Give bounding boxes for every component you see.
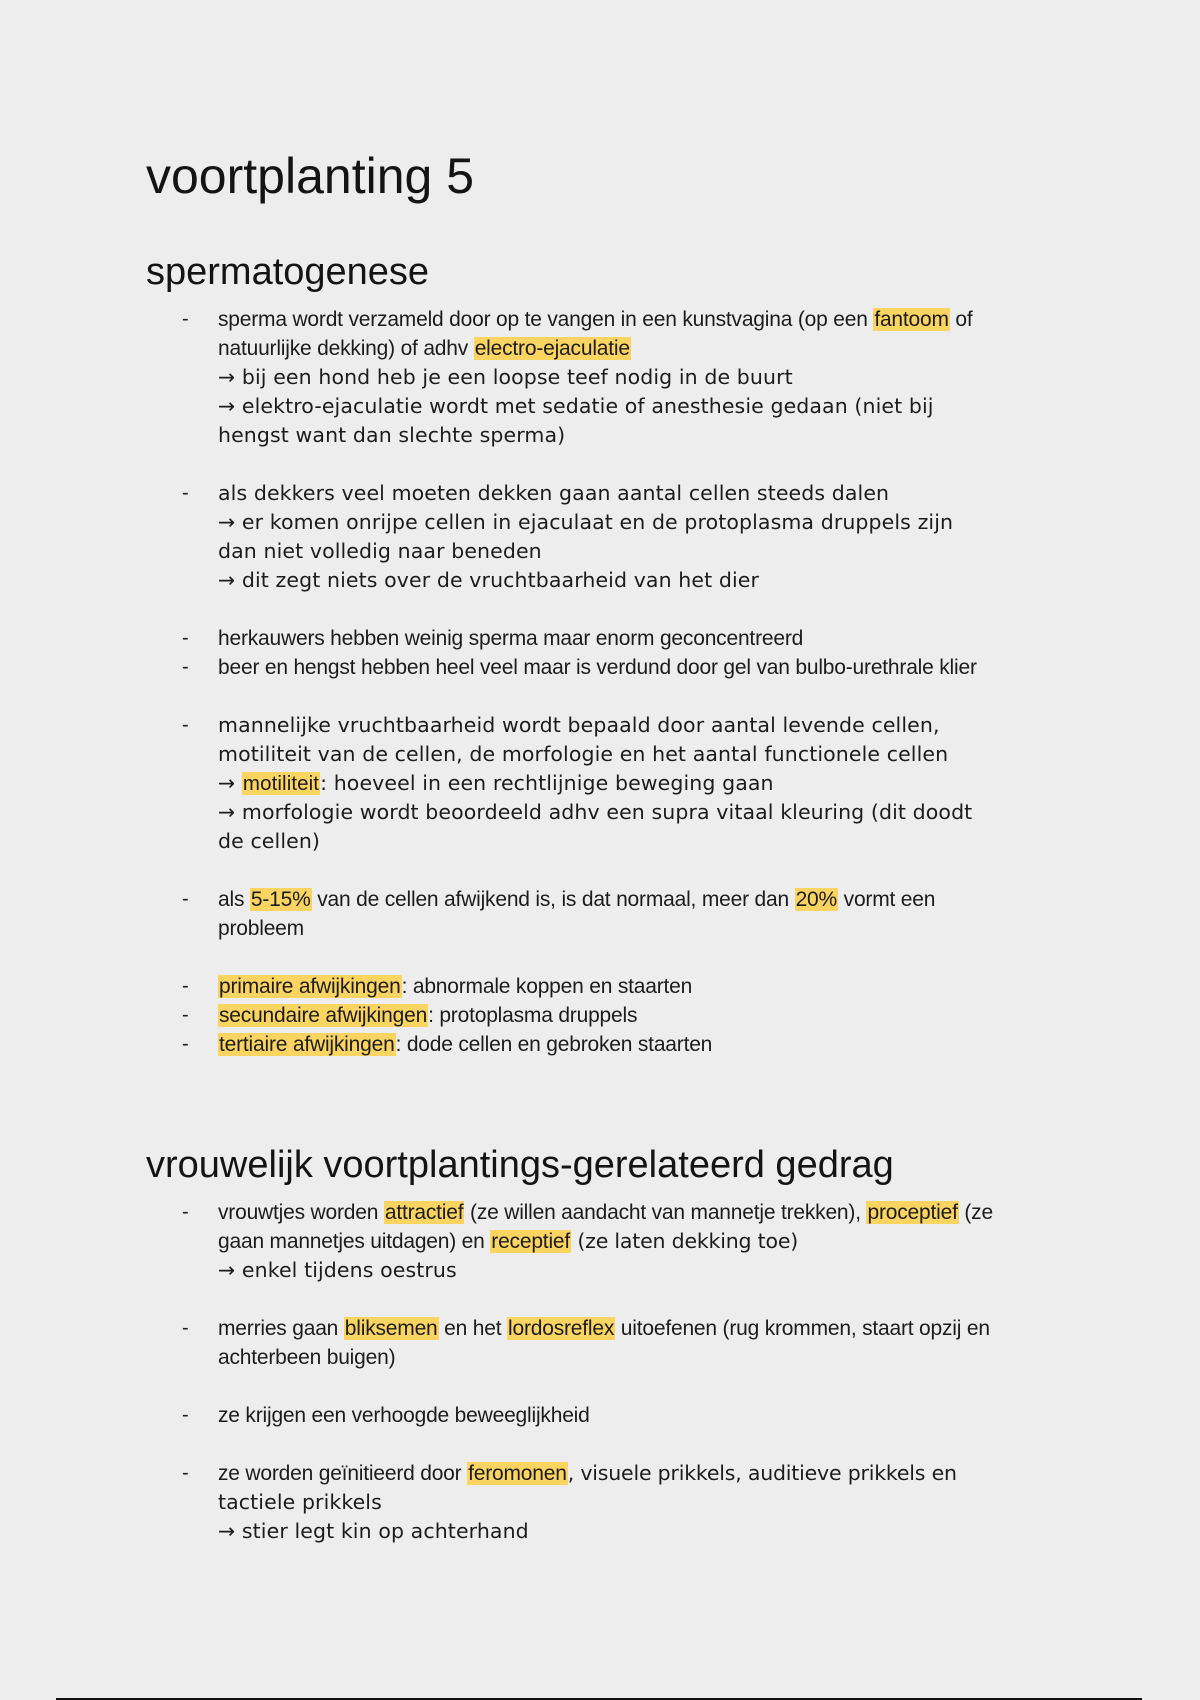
text-line: → enkel tijdens oestrus	[218, 1258, 457, 1282]
text-line: beer en hengst hebben heel veel maar is verdund door gel van bulbo-urethrale klier	[218, 656, 977, 679]
text-run: van de cellen afwijkend is, is dat normaal, meer dan	[311, 888, 795, 911]
highlighted-term: primaire afwijkingen	[219, 975, 401, 998]
text-run: : dode cellen en gebroken staarten	[395, 1033, 713, 1056]
spacer	[146, 682, 1076, 711]
text-run: sperma wordt verzameld door op te vangen in een kunstvagina (op een	[218, 308, 874, 331]
list-item	[146, 1401, 1076, 1430]
list-item	[146, 1459, 1076, 1546]
highlighted-term: attractief	[384, 1201, 464, 1224]
text-run: vrouwtjes worden	[218, 1201, 384, 1224]
text-line: → stier legt kin op achterhand	[218, 1519, 529, 1543]
text-line: → er komen onrijpe cellen in ejaculaat en de protoplasma druppels zijn	[218, 510, 954, 534]
spermatogenese-list	[146, 305, 1076, 1059]
section-heading-gedrag: vrouwelijk voortplantings-gerelateerd gedrag	[146, 1144, 894, 1186]
text-run: : protoplasma druppels	[428, 1004, 638, 1027]
text-line: → elektro-ejaculatie wordt met sedatie of anesthesie gedaan (niet bij	[218, 394, 934, 418]
highlighted-term: 5-15%	[250, 888, 311, 911]
text-line: → bij een hond heb je een loopse teef nodig in de buurt	[218, 365, 793, 389]
section-heading-spermatogenese: spermatogenese	[146, 251, 430, 293]
spacer	[146, 943, 1076, 972]
list-item	[146, 624, 1076, 653]
highlighted-term: bliksemen	[344, 1317, 438, 1340]
list-item	[146, 885, 1076, 943]
bullet-dash: -	[182, 1033, 189, 1055]
spacer	[146, 1285, 1076, 1314]
list-item	[146, 653, 1076, 682]
text-line	[218, 1227, 1076, 1256]
bullet-dash: -	[182, 714, 189, 736]
bullet-dash: -	[182, 1404, 189, 1426]
text-run: (ze willen aandacht van mannetje trekken),	[464, 1201, 867, 1224]
text-line: probleem	[218, 917, 304, 940]
spacer	[146, 1372, 1076, 1401]
bullet-dash: -	[182, 1201, 189, 1223]
text-run: merries gaan	[218, 1317, 344, 1340]
list-item	[146, 305, 1076, 450]
text-line: → dit zegt niets over de vruchtbaarheid van het dier	[218, 568, 760, 592]
highlighted-term: electro-ejaculatie	[474, 337, 630, 360]
text-run: (ze	[958, 1201, 993, 1224]
text-line: mannelijke vruchtbaarheid wordt bepaald door aantal levende cellen,	[218, 713, 940, 737]
text-run: gaan mannetjes uitdagen) en	[218, 1230, 491, 1253]
list-item	[146, 479, 1076, 595]
text-line	[218, 1314, 1076, 1343]
text-run: , visuele prikkels, auditieve prikkels en	[567, 1461, 957, 1485]
highlighted-term: motiliteit	[242, 772, 320, 795]
text-run: : abnormale koppen en staarten	[401, 975, 693, 998]
text-line: motiliteit van de cellen, de morfologie en het aantal functionele cellen	[218, 742, 949, 766]
text-line: dan niet volledig naar beneden	[218, 539, 542, 563]
text-run: ze worden geïnitieerd door	[218, 1462, 468, 1485]
text-line	[218, 305, 1076, 334]
highlighted-term: tertiaire afwijkingen	[219, 1033, 395, 1056]
text-line	[218, 885, 1076, 914]
highlighted-term: fantoom	[874, 308, 949, 331]
highlighted-term: proceptief	[867, 1201, 958, 1224]
text-run: vormt een	[838, 888, 936, 911]
page-title: voortplanting 5	[146, 148, 475, 204]
text-run: →	[218, 771, 242, 795]
text-run: of	[949, 308, 973, 331]
bullet-dash: -	[182, 656, 189, 678]
list-item	[146, 1314, 1076, 1372]
highlighted-term: 20%	[795, 888, 838, 911]
highlighted-term: secundaire afwijkingen	[219, 1004, 428, 1027]
text-line: achterbeen buigen)	[218, 1346, 396, 1369]
text-line	[218, 972, 1076, 1001]
bullet-dash: -	[182, 627, 189, 649]
list-item	[146, 711, 1076, 856]
text-line	[218, 1030, 1076, 1059]
text-line: als dekkers veel moeten dekken gaan aantal cellen steeds dalen	[218, 481, 890, 505]
text-line: de cellen)	[218, 829, 321, 853]
list-item	[146, 1198, 1076, 1285]
text-line	[218, 1459, 1076, 1488]
text-line: tactiele prikkels	[218, 1490, 382, 1514]
text-line: herkauwers hebben weinig sperma maar enorm geconcentreerd	[218, 627, 804, 650]
text-line: hengst want dan slechte sperma)	[218, 423, 566, 447]
highlighted-term: receptief	[491, 1230, 571, 1253]
spacer	[146, 1430, 1076, 1459]
text-run: natuurlijke dekking) of adhv	[218, 337, 474, 360]
list-item	[146, 972, 1076, 1001]
text-run: : hoeveel in een rechtlijnige beweging gaan	[320, 771, 774, 795]
text-run: en het	[438, 1317, 508, 1340]
text-line: ze krijgen een verhoogde beweeglijkheid	[218, 1404, 590, 1427]
bullet-dash: -	[182, 975, 189, 997]
highlighted-term: feromonen	[468, 1462, 567, 1485]
text-line	[218, 334, 1076, 363]
highlighted-term: lordosreflex	[508, 1317, 615, 1340]
bullet-dash: -	[182, 1462, 189, 1484]
text-line	[218, 1198, 1076, 1227]
gedrag-list	[146, 1198, 1076, 1546]
text-run: uitoefenen (rug krommen, staart opzij en	[615, 1317, 990, 1340]
spacer	[146, 856, 1076, 885]
bullet-dash: -	[182, 1004, 189, 1026]
bullet-dash: -	[182, 308, 189, 330]
list-item	[146, 1001, 1076, 1030]
spacer	[146, 595, 1076, 624]
text-run: (ze laten dekking toe)	[571, 1229, 799, 1253]
bullet-dash: -	[182, 888, 189, 910]
text-line	[218, 769, 1076, 798]
text-line	[218, 1001, 1076, 1030]
text-line: → morfologie wordt beoordeeld adhv een supra vitaal kleuring (dit doodt	[218, 800, 973, 824]
spacer	[146, 450, 1076, 479]
list-item	[146, 1030, 1076, 1059]
bullet-dash: -	[182, 482, 189, 504]
text-run: als	[218, 888, 250, 911]
bullet-dash: -	[182, 1317, 189, 1339]
